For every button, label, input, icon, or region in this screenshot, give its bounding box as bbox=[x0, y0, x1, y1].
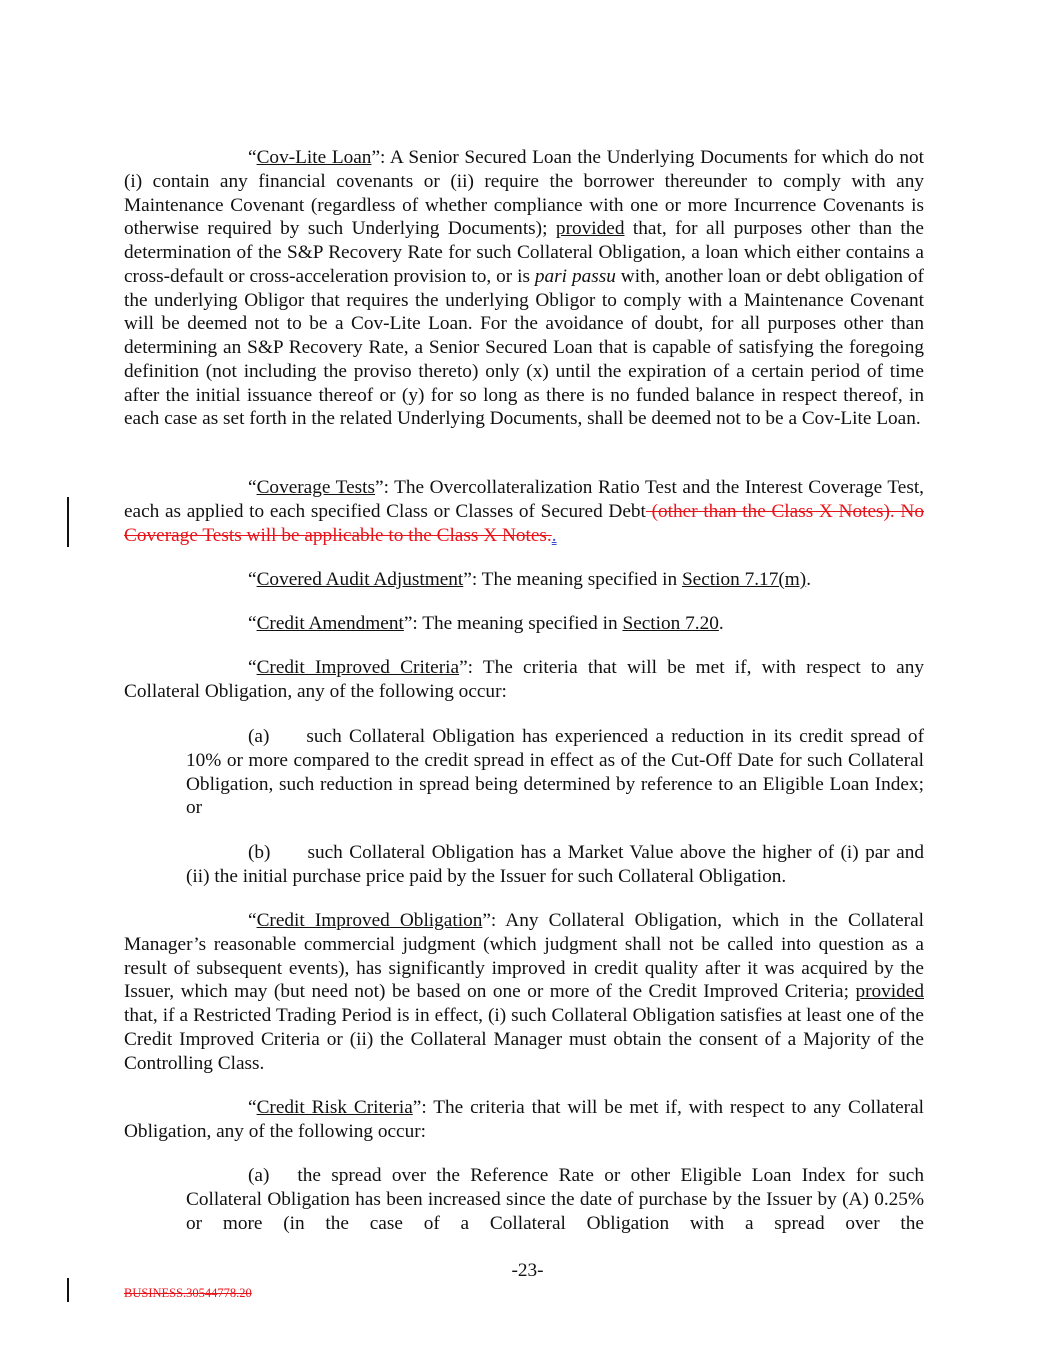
clause-b bbox=[186, 841, 924, 889]
quote: “ bbox=[248, 147, 257, 168]
definition-credit-risk-criteria bbox=[124, 1096, 924, 1144]
italic-term: pari passu bbox=[534, 265, 616, 287]
definition-text: ”: A Senior Secured Loan the Underlying Documents for which do not (i) contain any financial covenants or (ii) require the borrower thereunder to comply with any Maintenance Covenant (regardless of whether compliance with one or more Incurrence Covenants is otherwise required by such Underlying Documents); bbox=[124, 147, 924, 240]
definition-credit-improved-obligation bbox=[124, 909, 924, 1075]
definition-text: ”: The meaning specified in bbox=[463, 569, 682, 590]
definition-text: that, if a Restricted Trading Period is in effect, (i) such Collateral Obligation satisfies at least one of the Credit Improved Criteria or (ii) the Collateral Manager must obtain the consent of a Majority of the Controlling Class. bbox=[124, 1005, 924, 1074]
definition-coverage-tests bbox=[124, 476, 924, 547]
defined-term: Credit Improved Criteria bbox=[256, 657, 460, 678]
defined-term: Cov-Lite Loan bbox=[256, 147, 372, 168]
defined-term: Credit Risk Criteria bbox=[256, 1097, 413, 1118]
defined-term: Covered Audit Adjustment bbox=[256, 569, 464, 590]
quote: “ bbox=[248, 1097, 257, 1118]
document-id: BUSINESS.30544778.20 bbox=[124, 1286, 252, 1300]
clause-a bbox=[186, 725, 924, 820]
proviso: provided bbox=[855, 981, 924, 1003]
quote: “ bbox=[248, 613, 257, 634]
section-reference: Section 7.20 bbox=[622, 613, 719, 634]
definition-covered-audit-adjustment bbox=[124, 568, 924, 592]
definition-text: ”: Any Collateral Obligation, which in the Collateral Manager’s reasonable commercial judgment (which judgment shall not be called into question as a result of subsequent events), has significantly improved in credit quality after it was acquired by the Issuer, which may (but need not) be based on one or more of the Credit Improved Criteria; bbox=[124, 910, 924, 1003]
defined-term: Credit Improved Obligation bbox=[256, 910, 483, 931]
quote: “ bbox=[248, 910, 257, 931]
quote: “ bbox=[248, 477, 257, 498]
quote: “ bbox=[248, 657, 257, 678]
clause-text: the spread over the Reference Rate or other Eligible Loan Index for such Collateral Obligation has been increased since the date of purchase by the Issuer by (A) 0.25% or more (in the case of a Collateral Obligation with a spread over the bbox=[186, 1165, 924, 1234]
page-number: -23- bbox=[511, 1260, 544, 1281]
section-reference: Section 7.17(m) bbox=[681, 569, 807, 590]
period: . bbox=[806, 569, 812, 590]
clause-a bbox=[186, 1164, 924, 1235]
definition-text: that, for all purposes other than the determination of the S&P Recovery Rate for such Collateral Obligation, a loan which either contains a cross-default or cross-acceleration provision to, or is bbox=[124, 218, 924, 287]
definition-text: ”: The criteria that will be met if, with respect to any Collateral Obligation, any of the following occur: bbox=[124, 1097, 924, 1142]
definition-text: ”: The meaning specified in bbox=[403, 613, 623, 634]
clause-label: (b) bbox=[248, 842, 271, 863]
clause-label: (a) bbox=[248, 1165, 270, 1186]
definition-text: ”: The Overcollateralization Ratio Test and the Interest Coverage Test, each as applied to each specified Class or Classes of Secured Debt bbox=[124, 477, 925, 522]
definition-credit-improved-criteria bbox=[124, 656, 924, 704]
definition-cov-lite-loan bbox=[124, 146, 924, 431]
defined-term: Credit Amendment bbox=[256, 613, 404, 634]
change-bar bbox=[67, 1278, 69, 1302]
definition-credit-amendment bbox=[124, 612, 924, 636]
defined-term: Coverage Tests bbox=[256, 477, 376, 498]
change-bar bbox=[67, 497, 69, 547]
inserted-text: . bbox=[551, 524, 557, 546]
clause-text: such Collateral Obligation has a Market Value above the higher of (i) par and (ii) the initial purchase price paid by the Issuer for such Collateral Obligation. bbox=[186, 842, 924, 887]
deleted-text: (other than the Class X Notes). No Coverage Tests will be applicable to the Class X Notes. bbox=[124, 500, 924, 546]
proviso: provided bbox=[555, 218, 625, 240]
clause-label: (a) bbox=[248, 726, 270, 747]
definition-text: ”: The criteria that will be met if, with respect to any Collateral Obligation, any of the following occur: bbox=[124, 657, 924, 702]
definition-text: with, another loan or debt obligation of the underlying Obligor that requires the underlying Obligor to comply with a Maintenance Covenant will be deemed not to be a Cov-Lite Loan. For the avoidance of doubt, for all purposes other than determining an S&P Recovery Rate, a Senior Secured Loan that is capable of satisfying the foregoing definition (not including the proviso thereto) only (x) until the expiration of a certain period of time after the initial issuance thereof or (y) for so long as there is no funded balance in respect thereof, in each case as set forth in the related Underlying Documents, shall be deemed not to be a Cov-Lite Loan. bbox=[124, 265, 924, 430]
period: . bbox=[718, 613, 724, 634]
clause-text: such Collateral Obligation has experienced a reduction in its credit spread of 10% or more compared to the credit spread in effect as of the Cut-Off Date for such Collateral Obligation, such reduction in spread being determined by reference to an Eligible Loan Index; or bbox=[186, 726, 924, 819]
quote: “ bbox=[248, 569, 257, 590]
